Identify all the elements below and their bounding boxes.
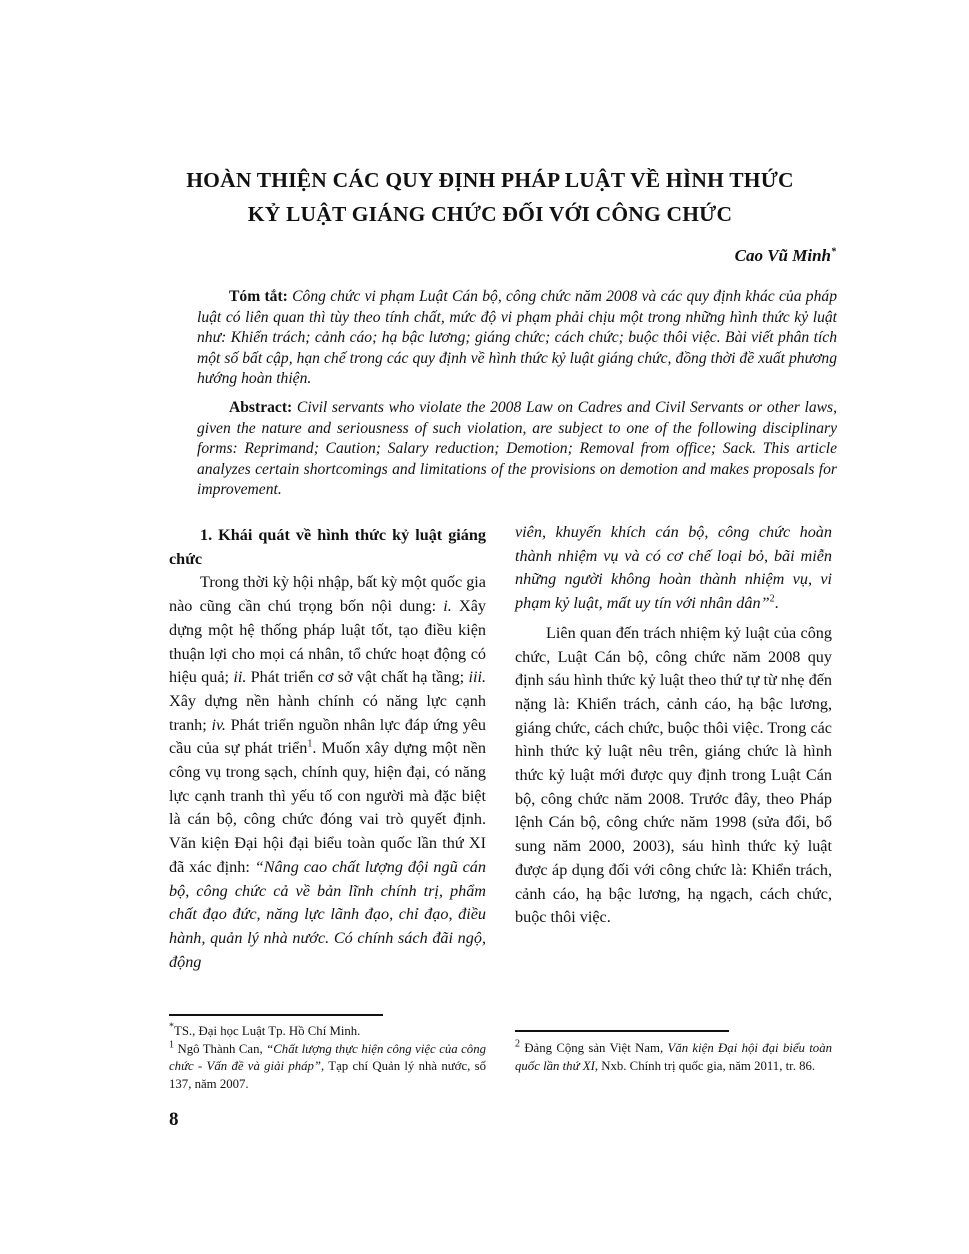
footnote-text: , Nxb. Chính trị quốc gia, năm 2011, tr. 86. [594, 1058, 816, 1073]
right-paragraph-2: Liên quan đến trách nhiệm kỷ luật của công chức, Luật Cán bộ, công chức năm 2008 quy định sáu hình thức kỷ luật theo thứ tự từ nhẹ đến nặng là: Khiển trách, cảnh cáo, hạ bậc lương, giáng chức, cách chức, buộc thôi việc. Trong các hình thức kỷ luật nêu trên, giáng chức là hình thức kỷ luật mới được quy định trong Luật Cán bộ, công chức năm 2008. Trước đây, theo Pháp lệnh Cán bộ, công chức năm 1998 (sửa đổi, bổ sung năm 2000, 2003), sáu hình thức kỷ luật được áp dụng đối với công chức là: Khiển trách, cảnh cáo, hạ bậc lương, hạ ngạch, cách chức, buộc thôi việc. [515, 623, 832, 927]
text-run: Phát triển cơ sở vật chất hạ tầng; [246, 668, 469, 687]
footnote-mark: 2 [515, 1038, 520, 1050]
text-run: Trong thời kỳ hội nhập, bất kỳ một quốc gia nào cũng cần chú trọng bốn nội dung: [169, 573, 486, 616]
list-marker-ii: ii. [233, 668, 247, 687]
list-marker-iii: iii. [468, 668, 486, 687]
right-quote-continuation [515, 521, 832, 616]
author-name-text: Cao Vũ Minh [734, 246, 831, 265]
text-run: Xây dựng nền hành chính có năng lực cạnh tranh; [169, 691, 486, 734]
page-number: 8 [169, 1109, 179, 1130]
footnote-mark: * [169, 1021, 174, 1033]
left-paragraph-1 [169, 571, 486, 974]
right-column [515, 521, 832, 930]
section-heading: 1. Khái quát về hình thức kỷ luật giáng chức [169, 526, 486, 568]
summary-en-text: Civil servants who violate the 2008 Law on Cadres and Civil Servants or other laws, given the nature and seriousness of such violation, are subject to one of the following disciplinary forms: Reprimand; Caution; Salary reduction; Demotion; Removal from office; Sack. This article analyzes certain shortcomings and limitations of the provisions on demotion and makes proposals for improvement. [197, 399, 837, 499]
summary-en-label: Abstract: [229, 399, 293, 416]
footnote-ref-2: 2 [769, 593, 775, 605]
summary-vietnamese [197, 287, 837, 390]
footnote-divider-left [169, 1014, 383, 1016]
list-marker-iv: iv. [211, 715, 226, 734]
text-run: Xây dựng một hệ thống pháp luật tốt, tạo điều kiện thuận lợi cho mọi cá nhân, tổ chức hoạt động có hiệu quả; [169, 597, 486, 687]
summary-english [197, 398, 837, 501]
footnote-2 [515, 1040, 832, 1075]
footnotes-right [515, 1040, 832, 1075]
footnote-1 [169, 1041, 486, 1094]
title-line-2: KỶ LUẬT GIÁNG CHỨC ĐỐI VỚI CÔNG CHỨC [247, 202, 733, 226]
footnote-text: , Tạp chí Quản lý nhà nước, số 137, năm 2007. [169, 1059, 486, 1091]
title-line-1: HOÀN THIỆN CÁC QUY ĐỊNH PHÁP LUẬT VỀ HÌNH THỨC [186, 168, 794, 192]
text-run: . [774, 594, 779, 613]
summary-vi-label: Tóm tắt: [229, 288, 288, 305]
footnote-divider-right [515, 1030, 729, 1032]
quote-text: “Nâng cao chất lượng đội ngũ cán bộ, công chức cả về bản lĩnh chính trị, phẩm chất đạo đức, năng lực lãnh đạo, chỉ đạo, điều hành, quản lý nhà nước. Có chính sách đãi ngộ, động [169, 857, 486, 971]
author-name [735, 246, 836, 266]
footnote-ref-1: 1 [307, 738, 313, 750]
footnote-mark: 1 [169, 1039, 174, 1051]
footnote-text: TS., Đại học Luật Tp. Hồ Chí Minh. [174, 1024, 361, 1038]
left-column [169, 524, 486, 974]
footnote-title: Văn kiện Đại hội đại biểu toàn quốc lần thứ XI [515, 1041, 832, 1073]
footnotes-left [169, 1023, 486, 1093]
quote-text-cont: viên, khuyến khích cán bộ, công chức hoàn thành nhiệm vụ và có cơ chế loại bỏ, bãi miễn những người không hoàn thành nhiệm vụ, vi phạm kỷ luật, mất uy tín với nhân dân” [515, 523, 832, 613]
summary-vi-text: Công chức vi phạm Luật Cán bộ, công chức năm 2008 và các quy định khác của pháp luật có liên quan thì tùy theo tính chất, mức độ vi phạm phải chịu một trong những hình thức kỷ luật như: Khiển trách; cảnh cáo; hạ bậc lương; giáng chức; cách chức; buộc thôi việc. Bài viết phân tích một số bất cập, hạn chế trong các quy định về hình thức kỷ luật giáng chức, đồng thời đề xuất phương hướng hoàn thiện. [197, 288, 837, 388]
footnote-text: Đảng Cộng sản Việt Nam, [520, 1041, 668, 1055]
footnote-author [169, 1023, 486, 1041]
list-marker-i: i. [443, 597, 452, 616]
footnote-title: “Chất lượng thực hiện công việc của công chức - Vấn đề và giải pháp” [169, 1041, 487, 1073]
article-title [140, 163, 840, 231]
author-footnote-mark: * [831, 246, 836, 258]
footnote-text: Ngô Thành Can, [174, 1041, 267, 1056]
text-run: Phát triển nguồn nhân lực đáp ứng yêu cầu của sự phát triển [169, 715, 486, 758]
text-run: . Muốn xây dựng một nền công vụ trong sạch, chính quy, hiện đại, có năng lực cạnh tranh thì yếu tố con người mà đặc biệt là cán bộ, công chức đóng vai trò quyết định. Văn kiện Đại hội đại biểu toàn quốc lần thứ XI đã xác định: [169, 739, 486, 876]
